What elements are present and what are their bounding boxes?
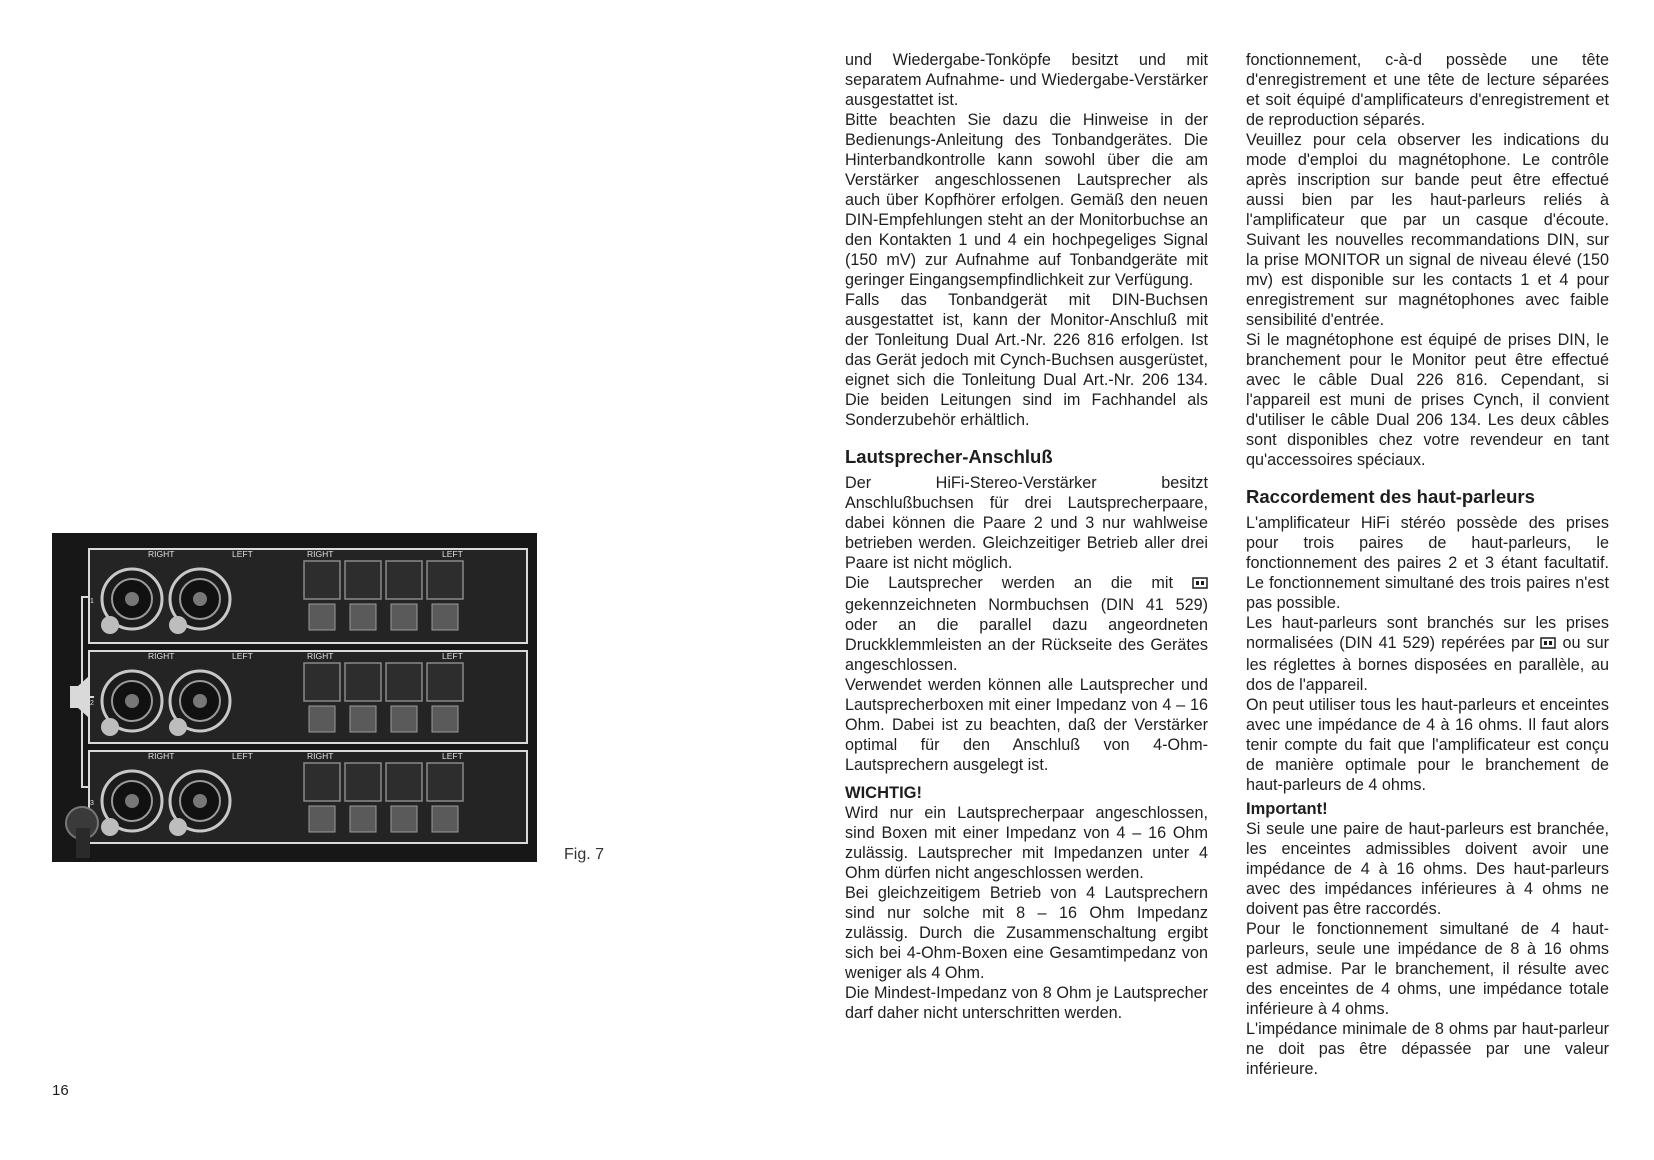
page-number: 16 — [52, 1082, 69, 1099]
pair-number: 2 — [90, 700, 94, 707]
terminal-button — [432, 706, 458, 732]
speaker-socket-icon — [1540, 635, 1556, 655]
socket-screw — [169, 616, 187, 634]
din-socket-pin — [125, 592, 139, 606]
speaker-socket-icon — [1192, 575, 1208, 595]
section-heading: Lautsprecher-Anschluß — [845, 446, 1053, 467]
terminal-clip — [345, 763, 381, 801]
socket-label-right: RIGHT — [148, 751, 175, 761]
text-fragment: gekennzeichneten Normbuchsen (DIN 41 529) oder an die parallel dazu angeordneten Druckklemmleisten an der Rückseite des Gerätes angeschlossen. — [845, 596, 1208, 674]
pair-number: 1 — [90, 598, 94, 605]
terminal-button — [350, 706, 376, 732]
speaker-panel-photo — [52, 533, 537, 862]
paragraph — [1246, 613, 1609, 695]
socket-screw — [101, 616, 119, 634]
paragraph: Si le magnétophone est équipé de prises DIN, le branchement pour le Monitor peut être effectué avec le câble Dual 226 816. Cependant, si l'appareil est muni de prises Cynch, il convient d'utiliser le câble Dual 206 134. Les deux câbles sont disponibles chez votre revendeur en tant qu'accessoires spéciaux. — [1246, 331, 1609, 469]
socket-label-left: LEFT — [232, 549, 253, 559]
terminal-clip — [345, 663, 381, 701]
paragraph: Bei gleichzeitigem Betrieb von 4 Lautsprechern sind nur solche mit 8 – 16 Ohm Impedanz zulässig. Durch die Zusammenschaltung ergibt sich bei 4-Ohm-Boxen eine Gesamtimpedanz von weniger als 4 Ohm. — [845, 884, 1208, 982]
german-column — [845, 50, 1208, 1023]
speaker-panel-illustration — [52, 533, 537, 862]
section-heading: Raccordement des haut-parleurs — [1246, 486, 1535, 507]
terminal-button — [432, 604, 458, 630]
paragraph: Die Mindest-Impedanz von 8 Ohm je Lautsprecher darf daher nicht unterschritten werden. — [845, 984, 1208, 1022]
socket-label-right: RIGHT — [148, 651, 175, 661]
terminal-clip — [304, 763, 340, 801]
text-fragment: Die Lautsprecher werden an die mit — [845, 574, 1173, 592]
terminal-clip — [386, 763, 422, 801]
paragraph: Verwendet werden können alle Lautsprecher und Lautsprecherboxen mit einer Impedanz von 4 – 16 Ohm. Dabei ist zu beachten, daß der Verstärker optimal für den Anschluß von 4-Ohm-Lautsprechern ausgelegt ist. — [845, 676, 1208, 774]
text-fragment: Les haut-parleurs sont branchés sur les prises normalisées (DIN 41 529) repérées par — [1246, 614, 1609, 652]
terminal-clip — [386, 561, 422, 599]
din-socket-pin — [125, 794, 139, 808]
figure-caption: Fig. 7 — [564, 846, 605, 863]
socket-screw — [101, 818, 119, 836]
terminal-clip — [304, 663, 340, 701]
terminal-label-left: LEFT — [442, 549, 463, 559]
terminal-button — [309, 706, 335, 732]
terminal-label-left: LEFT — [442, 751, 463, 761]
paragraph: On peut utiliser tous les haut-parleurs et enceintes avec une impédance de 4 à 16 ohms. Il faut alors tenir compte du fait que l'amplificateur est conçu de manière optimale pour le branchement de haut-parleurs de 4 ohms. — [1246, 696, 1609, 794]
terminal-label-right: RIGHT — [307, 751, 334, 761]
din-socket-pin — [193, 794, 207, 808]
paragraph: fonctionnement, c-à-d possède une tête d'enregistrement et une tête de lecture séparées et soit équipé d'amplificateurs d'enregistrement et de reproduction séparés. — [1246, 51, 1609, 129]
paragraph: Wird nur ein Lautsprecherpaar angeschlossen, sind Boxen mit einer Impedanz von 4 – 16 Ohm zulässig. Lautsprecher mit Impedanzen unter 4 Ohm dürfen nicht angeschlossen werden. — [845, 804, 1208, 882]
din-socket-pin — [125, 694, 139, 708]
socket-label-right: RIGHT — [148, 549, 175, 559]
din-socket-pin — [193, 694, 207, 708]
text-fragment: ou sur les réglettes à bornes disposées en parallèle, au dos de l'appareil. — [1246, 634, 1610, 694]
terminal-button — [350, 806, 376, 832]
pair-number: 3 — [90, 800, 94, 807]
din-socket-pin — [193, 592, 207, 606]
paragraph: Pour le fonctionnement simultané de 4 haut-parleurs, seule une impédance de 8 à 16 ohms est admise. Par le branchement, il résulte avec des enceintes de 4 ohms, une impédance totale inférieure à 4 ohms. — [1246, 920, 1609, 1018]
terminal-button — [309, 604, 335, 630]
important-heading: Important! — [1246, 800, 1328, 818]
paragraph: L'impédance minimale de 8 ohms par haut-parleur ne doit pas être dépassée par une valeur inférieure. — [1246, 1020, 1609, 1078]
terminal-label-right: RIGHT — [307, 651, 334, 661]
paragraph: Der HiFi-Stereo-Verstärker besitzt Anschlußbuchsen für drei Lautsprecherpaare, dabei können die Paare 2 und 3 nur wahlweise betrieben werden. Gleichzeitiger Betrieb aller drei Paare ist nicht möglich. — [845, 474, 1208, 572]
terminal-clip — [345, 561, 381, 599]
socket-label-left: LEFT — [232, 651, 253, 661]
socket-label-left: LEFT — [232, 751, 253, 761]
terminal-button — [391, 706, 417, 732]
paragraph: Falls das Tonbandgerät mit DIN-Buchsen ausgestattet ist, kann der Monitor-Anschluß mit der Tonleitung Dual Art.-Nr. 226 816 erfolgen. Ist das Gerät jedoch mit Cynch-Buchsen ausgerüstet, eignet sich die Tonleitung Dual Art.-Nr. 206 134. Die beiden Leitungen sind im Fachhandel als Sonderzubehör erhältlich. — [845, 291, 1208, 429]
terminal-button — [309, 806, 335, 832]
terminal-clip — [427, 763, 463, 801]
terminal-button — [350, 604, 376, 630]
paragraph: und Wiedergabe-Tonköpfe besitzt und mit separatem Aufnahme- und Wiedergabe-Verstärker ausgestattet ist. — [845, 51, 1208, 109]
terminal-clip — [386, 663, 422, 701]
important-heading: WICHTIG! — [845, 784, 922, 802]
terminal-button — [391, 806, 417, 832]
paragraph: Bitte beachten Sie dazu die Hinweise in der Bedienungs-Anleitung des Tonbandgerätes. Die Hinterbandkontrolle kann sowohl über die am Verstärker angeschlossenen Lautsprecher als auch über Kopfhörer erfolgen. Gemäß den neuen DIN-Empfehlungen steht an der Monitorbuchse an den Kontakten 1 und 4 ein hochpegeliges Signal (150 mV) zur Aufnahme auf Tonbandgeräte mit geringer Eingangsempfindlichkeit zur Verfügung. — [845, 111, 1208, 289]
terminal-clip — [304, 561, 340, 599]
paragraph: L'amplificateur HiFi stéréo possède des prises pour trois paires de haut-parleurs, le fonctionnement des paires 2 et 3 étant facultatif. Le fonctionnement simultané des trois paires n'est pas possible. — [1246, 514, 1609, 612]
terminal-clip — [427, 561, 463, 599]
socket-screw — [101, 718, 119, 736]
french-column — [1246, 50, 1609, 1079]
terminal-label-left: LEFT — [442, 651, 463, 661]
socket-screw — [169, 718, 187, 736]
terminal-button — [391, 604, 417, 630]
paragraph: Veuillez pour cela observer les indications du mode d'emploi du magnétophone. Le contrôle après inscription sur bande peut être effectué aussi bien par les haut-parleurs reliés à l'amplificateur que par un casque d'écoute. Suivant les nouvelles recommandations DIN, sur la prise MONITOR un signal de niveau élevé (150 mv) est disponible sur les contacts 1 et 4 pour enregistrement sur magnétophones avec faible sensibilité d'entrée. — [1246, 131, 1609, 329]
socket-screw — [169, 818, 187, 836]
terminal-clip — [427, 663, 463, 701]
terminal-label-right: RIGHT — [307, 549, 334, 559]
paragraph: Si seule une paire de haut-parleurs est branchée, les enceintes admissibles doivent avoir une impédance de 4 à 16 ohms. Des haut-parleurs avec des impédances inférieures à 4 ohms ne doivent pas être raccordés. — [1246, 820, 1609, 918]
paragraph — [845, 573, 1208, 675]
terminal-button — [432, 806, 458, 832]
